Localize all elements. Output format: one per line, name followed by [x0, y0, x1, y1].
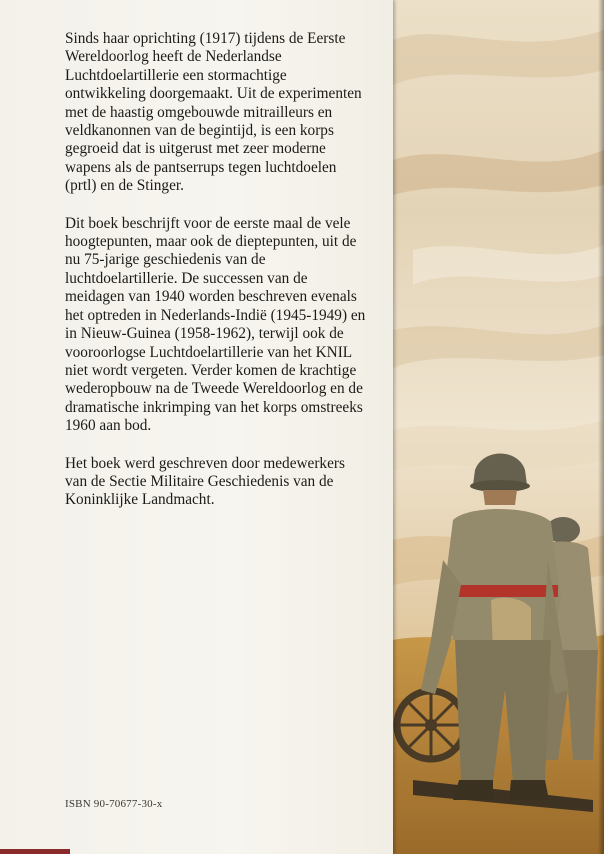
blurb-text: [65, 30, 370, 529]
blurb-paragraph-1: Sinds haar oprichting (1917) tijdens de Eerste Wereldoorlog heeft de Nederlandse Luchtdoelartillerie een stormachtige ontwikkeling doorgemaakt. Uit de experimenten met de haastig omgebouwde mitrailleurs en veldkanonnen van de begintijd, is een korps gegroeid dat is uitgerust met zeer moderne wapens als de pantserrups tegen luchtdoelen (prtl) en de Stinger.: [65, 30, 362, 195]
cover-painting: [393, 0, 604, 854]
isbn-label: ISBN 90-70677-30-x: [65, 798, 163, 810]
blurb-paragraph-2: Dit boek beschrijft voor de eerste maal de vele hoogtepunten, maar ook de dieptepunten, uit de nu 75-jarige geschiedenis van de luchtdoelartillerie. De successen van de meidagen van 1940 worden beschreven evenals het optreden in Nederlands-Indië (1945-1949) en in Nieuw-Guinea (1958-1962), terwijl ook de vooroorlogse Luchtdoelartillerie van het KNIL niet wordt vergeten. Verder komen de krachtige wederopbouw na de Tweede Wereldoorlog en de dramatische inkrimping van het korps omstreeks 1960 aan bod.: [65, 214, 366, 435]
cover-edge-shadow: [598, 0, 604, 854]
blurb-paragraph-3: Het boek werd geschreven door medewerkers van de Sectie Militaire Geschiedenis van de Koninklijke Landmacht.: [65, 454, 345, 509]
cover-corner-strip: [0, 849, 70, 854]
